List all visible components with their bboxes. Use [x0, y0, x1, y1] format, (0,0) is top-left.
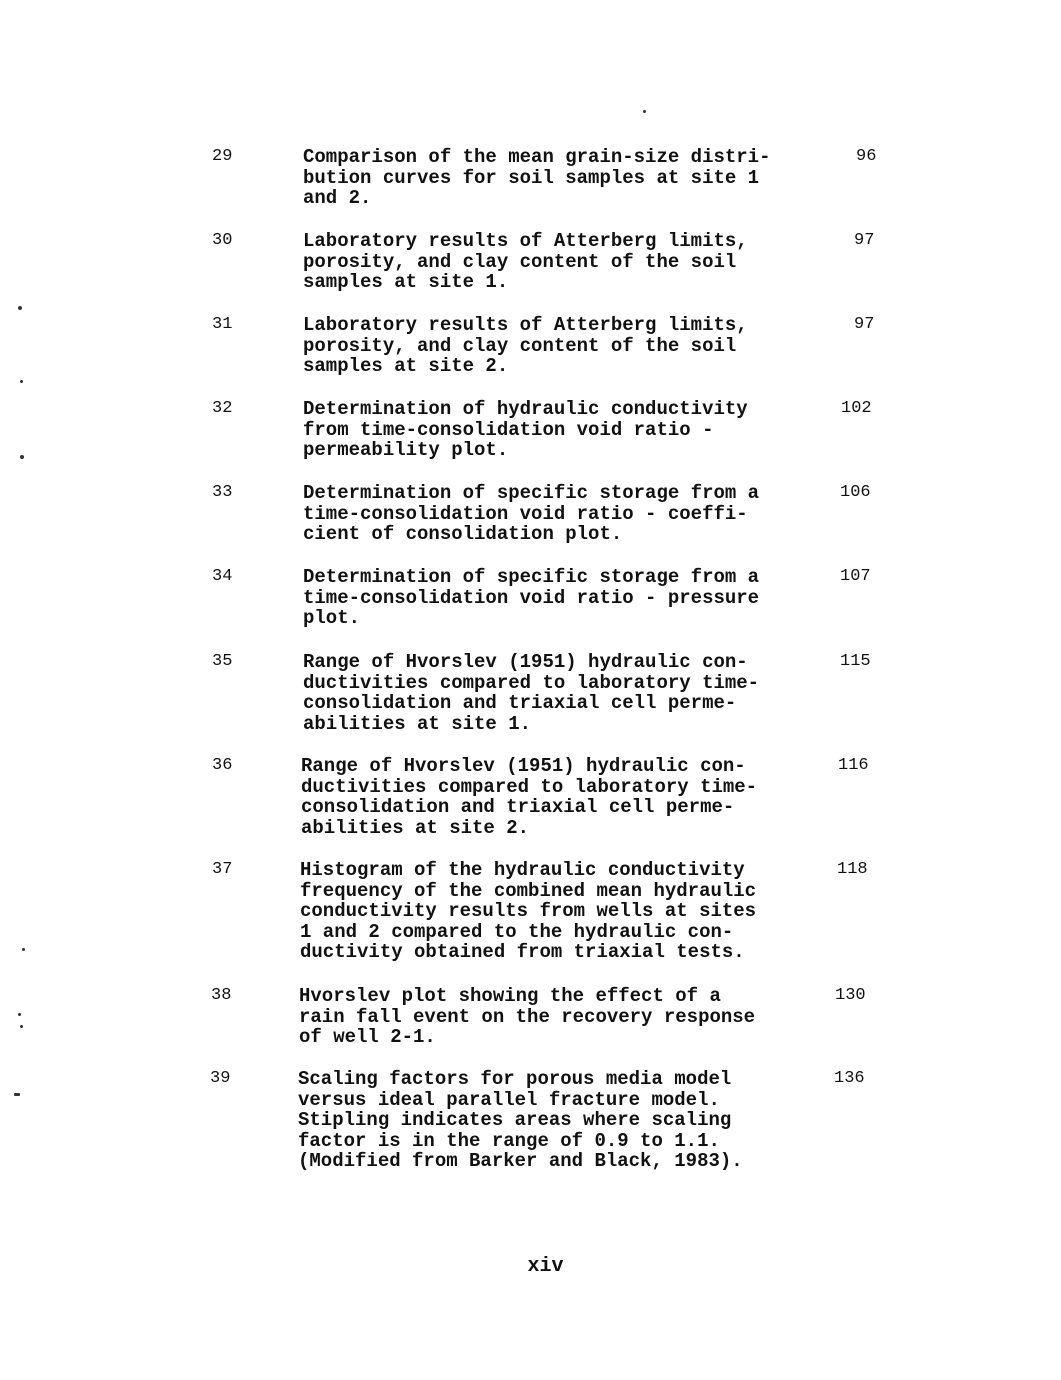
- page-reference: 97: [854, 315, 875, 334]
- figure-description: Histogram of the hydraulic conductivity frequency of the combined mean hydraulic conductivity results from wells at sites 1 and 2 compared to the hydraulic con- ductivity obtained from triaxial tests.: [300, 859, 757, 963]
- page-reference: 96: [856, 147, 877, 166]
- scan-speck: [20, 380, 23, 383]
- page-reference: 102: [841, 399, 872, 418]
- page-reference: 107: [840, 567, 871, 586]
- page-reference: 115: [840, 652, 871, 671]
- figure-description: Determination of hydraulic conductivity from time-consolidation void ratio - permeability plot.: [303, 398, 748, 461]
- figure-description: Laboratory results of Atterberg limits, porosity, and clay content of the soil samples at site 2.: [303, 314, 748, 377]
- page-number: xiv: [527, 1255, 564, 1278]
- figure-description: Range of Hvorslev (1951) hydraulic con- ductivities compared to laboratory time- consolidation and triaxial cell perme- abilities at site 2.: [301, 755, 758, 839]
- figure-number: 37: [212, 860, 233, 879]
- figure-number: 30: [212, 231, 233, 250]
- page-reference: 130: [835, 986, 866, 1005]
- figure-number: 31: [212, 315, 233, 334]
- figure-number: 35: [212, 652, 233, 671]
- figure-number: 34: [212, 567, 233, 586]
- figure-description: Determination of specific storage from a time-consolidation void ratio - coeffi- cient of consolidation plot.: [303, 482, 760, 545]
- page-reference: 116: [838, 756, 869, 775]
- figure-number: 39: [210, 1069, 231, 1088]
- page-reference: 136: [834, 1069, 865, 1088]
- scan-speck: [20, 1025, 23, 1028]
- figure-number: 29: [212, 147, 233, 166]
- figure-number: 36: [212, 756, 233, 775]
- figure-description: Range of Hvorslev (1951) hydraulic con- ductivities compared to laboratory time- consolidation and triaxial cell perme- abilities at site 1.: [303, 651, 760, 735]
- figure-description: Comparison of the mean grain-size distri- bution curves for soil samples at site 1 and 2.: [303, 146, 771, 209]
- scan-speck: [14, 1093, 20, 1096]
- scan-speck: [18, 306, 22, 310]
- scan-speck: [643, 110, 646, 113]
- figure-description: Determination of specific storage from a time-consolidation void ratio - pressure plot.: [303, 566, 760, 629]
- page-reference: 106: [840, 483, 871, 502]
- figure-number: 32: [212, 399, 233, 418]
- figure-description: Scaling factors for porous media model versus ideal parallel fracture model. Stipling indicates areas where scaling factor is in the range of 0.9 to 1.1. (Modified from Barker and Black, 1983).: [298, 1068, 743, 1172]
- figure-number: 38: [211, 986, 232, 1005]
- page-reference: 118: [837, 860, 868, 879]
- scan-speck: [18, 1013, 21, 1016]
- figure-number: 33: [212, 483, 233, 502]
- figure-description: Laboratory results of Atterberg limits, porosity, and clay content of the soil samples at site 1.: [303, 230, 748, 293]
- page-reference: 97: [854, 231, 875, 250]
- figure-description: Hvorslev plot showing the effect of a rain fall event on the recovery response of well 2-1.: [299, 985, 756, 1048]
- scan-speck: [22, 948, 25, 951]
- scan-speck: [20, 455, 24, 459]
